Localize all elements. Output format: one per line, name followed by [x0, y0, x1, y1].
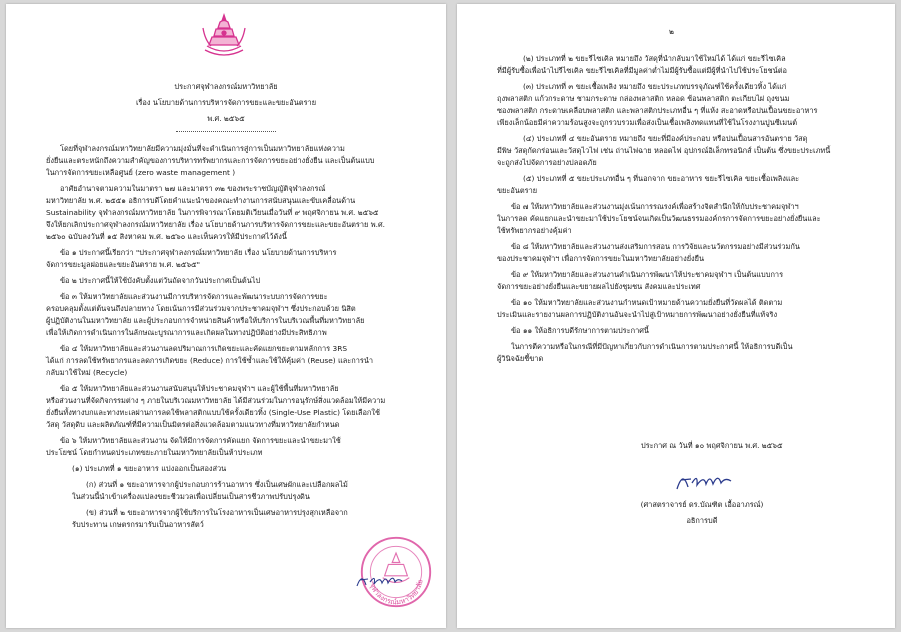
body-line: ข้อ ๑๑ ให้อธิการบดีรักษาการตามประกาศนี้	[511, 326, 649, 335]
header-divider	[176, 131, 276, 132]
announcement-year: พ.ศ. ๒๕๖๕	[207, 114, 245, 123]
body-line: ข้อ ๑๐ ให้มหาวิทยาลัยและส่วนงานกำหนดเป้าหมายด้านความยั่งยืนที่วัดผลได้ ติดตาม	[511, 298, 783, 307]
body-line: Sustainability จุฬาลงกรณ์มหาวิทยาลัย ในการพิจารณาโดยมติเวียนเมื่อวันที่ ๙ พฤศจิกายน พ.ศ. ๒๕๖๕	[46, 208, 379, 217]
body-line: ข้อ ๙ ให้มหาวิทยาลัยและส่วนงานดำเนินการพัฒนาให้ประชาคมจุฬาฯ เป็นต้นแบบการ	[511, 270, 784, 279]
body-line: ของประชาคมจุฬาฯ เพื่อการจัดการขยะในมหาวิทยาลัยอย่างยั่งยืน	[497, 254, 705, 263]
body-line: เพียงเล็กน้อยมีค่าความร้อนสูงจะถูกรวบรวมเพื่อส่งเป็นเชื้อเพลิงทดแทนที่ใช้ในโรงงานปูนซีเมนต์	[497, 118, 798, 127]
signer-title: อธิการบดี	[686, 516, 718, 525]
stamp-text: จุฬาลงกรณ์มหาวิทยาลัย	[368, 578, 425, 607]
body-line: ข้อ ๔ ให้มหาวิทยาลัยและส่วนงานลดปริมาณการเกิดขยะและคัดแยกขยะตามหลักการ 3RS	[60, 344, 348, 353]
announcement-subject: เรื่อง นโยบายด้านการบริหารจัดการขยะและขยะอันตราย	[135, 98, 317, 107]
body-line: รับประทาน เกษตรกรมารับเป็นอาหารสัตว์	[72, 520, 204, 529]
body-line: ข้อ ๕ ให้มหาวิทยาลัยและส่วนงานสนับสนุนให้ประชาคมจุฬาฯ และผู้ใช้พื้นที่มหาวิทยาลัย	[60, 384, 339, 393]
body-line: จะถูกส่งไปจัดการอย่างปลอดภัย	[497, 158, 597, 167]
body-line: ประเมินและรายงานผลการปฏิบัติงานอันจะนำไปสู่เป้าหมายการพัฒนาอย่างยั่งยืนที่แท้จริง	[497, 310, 778, 319]
body-line: อาศัยอำนาจตามความในมาตรา ๒๗ และมาตรา ๓๒ ของพระราชบัญญัติจุฬาลงกรณ์	[60, 184, 326, 193]
body-line: ได้แก่ การลดใช้ทรัพยากรและลดการเกิดขยะ (Reduce) การใช้ซ้ำและใช้ให้คุ้มค่า (Reuse) และการนำ	[46, 356, 374, 365]
body-line: จึงให้ยกเลิกประกาศจุฬาลงกรณ์มหาวิทยาลัย เรื่อง นโยบายด้านการบริหารจัดการขยะและขยะอันตราย พ.ศ.	[46, 220, 385, 229]
body-line: ใช้ทรัพยากรอย่างคุ้มค่า	[497, 226, 572, 235]
university-emblem-icon	[201, 12, 247, 60]
announcement-date: ประกาศ ณ วันที่ ๑๐ พฤศจิกายน พ.ศ. ๒๕๖๕	[641, 441, 783, 450]
body-line: จัดการขยะมูลฝอยและขยะอันตราย พ.ศ. ๒๕๖๕"	[46, 260, 201, 269]
body-line: ในการตีความหรือในกรณีที่มีปัญหาเกี่ยวกับการดำเนินการตามประกาศนี้ ให้อธิการบดีเป็น	[511, 342, 793, 351]
body-line: ขยะอันตราย	[497, 186, 538, 195]
body-line: ผู้วินิจฉัยชี้ขาด	[497, 354, 544, 363]
body-line: โดยที่จุฬาลงกรณ์มหาวิทยาลัยมีความมุ่งมั่นที่จะดำเนินการสู่การเป็นมหาวิทยาลัยแห่งความ	[60, 144, 345, 153]
body-line: มีพิษ วัสดุกัดกร่อนและวัสดุไวไฟ เช่น ถ่านไฟฉาย หลอดไฟ อุปกรณ์อิเล็กทรอนิกส์ เป็นต้น ซึ่งขยะประเภทนี้	[497, 146, 831, 155]
body-line: ข้อ ๘ ให้มหาวิทยาลัยและส่วนงานส่งเสริมการสอน การวิจัยและนวัตกรรมอย่างมีส่วนร่วมกัน	[511, 242, 800, 251]
body-line: (๕) ประเภทที่ ๕ ขยะประเภทอื่น ๆ ที่นอกจาก ขยะอาหาร ขยะรีไซเคิล ขยะเชื้อเพลิงและ	[523, 174, 800, 183]
document-page-1	[6, 4, 446, 628]
body-line: ๒๕๖๐ ฉบับลงวันที่ ๑๕ สิงหาคม พ.ศ. ๒๕๖๐ และเห็นควรให้มีประกาศไว้ดังนี้	[46, 232, 287, 241]
body-line: ในการลด คัดแยกและนำขยะมาใช้ประโยชน์จนเกิดเป็นวัฒนธรรมองค์กรการจัดการขยะอย่างยั่งยืนและ	[497, 214, 821, 223]
body-line: วัสดุ วัสดุดิบ และผลิตภัณฑ์ที่มีความเป็นมิตรต่อสิ่งแวดล้อมตามแนวทางที่มหาวิทยาลัยกำหนด	[46, 420, 340, 429]
announcement-title: ประกาศจุฬาลงกรณ์มหาวิทยาลัย	[174, 82, 278, 91]
body-line: (๑) ประเภทที่ ๑ ขยะอาหาร แบ่งออกเป็นสองส่วน	[72, 464, 227, 473]
body-line: ครอบคลุมตั้งแต่ต้นจนถึงปลายทาง โดยเน้นการมีส่วนร่วมจากประชาคมจุฬาฯ ซึ่งประกอบด้วย นิสิต	[46, 304, 356, 313]
body-line: (ก) ส่วนที่ ๑ ขยะอาหารจากผู้ประกอบการร้านอาหาร ซึ่งเป็นเศษผักและเปลือกผลไม้	[86, 480, 348, 489]
document-page-2	[457, 4, 895, 628]
body-line: (ข) ส่วนที่ ๒ ขยะอาหารจากผู้ใช้บริการในโรงอาหารเป็นเศษอาหารปรุงสุกเหลือจาก	[86, 508, 348, 517]
body-line: ยั่งยืนและตระหนักถึงความสำคัญของการบริหารทรัพยากรและการจัดการขยะอย่างยั่งยืน และเป็นต้นแบบ	[46, 156, 375, 165]
body-line: (๔) ประเภทที่ ๔ ขยะอันตราย หมายถึง ขยะที่มีองค์ประกอบ หรือปนเปื้อนสารอันตราย วัสดุ	[523, 134, 808, 143]
body-line: ข้อ ๖ ให้มหาวิทยาลัยและส่วนงาน จัดให้มีการจัดการคัดแยก จัดการขยะและนำขยะมาใช้	[60, 436, 341, 445]
body-line: ถุงพลาสติก แก้วกระดาษ ชามกระดาษ กล่องพลาสติก หลอด ช้อนพลาสติก ตะเกียบไผ่ ถุงขนม	[497, 94, 790, 103]
rector-signature	[673, 467, 735, 493]
signature-initial	[354, 570, 404, 590]
body-line: ในการจัดการขยะเหลือศูนย์ (zero waste management )	[46, 168, 236, 177]
body-line: กลับมาใช้ใหม่ (Recycle)	[46, 368, 128, 377]
body-line: เพื่อให้เกิดการดำเนินการในลักษณะบูรณาการและเกิดผลในทางปฏิบัติอย่างมีประสิทธิภาพ	[46, 328, 327, 337]
body-line: ที่มีผู้รับซื้อเพื่อนำไปรีไซเคิล ขยะรีไซเคิลที่มีมูลค่าต่ำไม่มีผู้รับซื้อแต่มีผู้ที่นำไปใช้ประโยชน์ต่อ	[497, 66, 787, 75]
page-number: ๒	[669, 27, 674, 36]
signer-name: (ศาสตราจารย์ ดร.บัณฑิต เอื้ออาภรณ์)	[640, 500, 764, 509]
body-line: จัดการขยะอย่างยั่งยืนและขยายผลไปยังชุมชน สังคมและประเทศ	[497, 282, 701, 291]
body-line: ซองพลาสติก กระดาษเคลือบพลาสติก และพลาสติกประเภทอื่น ๆ ที่แห้ง สะอาดหรือปนเปื้อนขยะอาหาร	[497, 106, 818, 115]
body-line: มหาวิทยาลัย พ.ศ. ๒๕๕๑ อธิการบดีโดยคำแนะนำของคณะทำงานการสนับสนุนและขับเคลื่อนด้าน	[46, 196, 356, 205]
body-line: ข้อ ๗ ให้มหาวิทยาลัยและส่วนงานมุ่งเน้นการรณรงค์เพื่อสร้างจิตสำนึกให้กับประชาคมจุฬาฯ	[511, 202, 799, 211]
body-line: ในส่วนนี้นำเข้าเครื่องแปลงขยะชีวมวลเพื่อเปลี่ยนเป็นสารชีวภาพปรับปรุงดิน	[72, 492, 310, 501]
body-line: ข้อ ๓ ให้มหาวิทยาลัยและส่วนงานมีการบริหารจัดการและพัฒนาระบบการจัดการขยะ	[60, 292, 328, 301]
body-line: ประโยชน์ โดยกำหนดประเภทขยะภายในมหาวิทยาลัยเป็นห้าประเภท	[46, 448, 263, 457]
body-line: หรือส่วนงานที่จัดกิจกรรมต่าง ๆ ภายในบริเวณมหาวิทยาลัย ได้มีส่วนร่วมในการอนุรักษ์สิ่งแวดล้อมให้มีความ	[46, 396, 386, 405]
body-line: (๓) ประเภทที่ ๓ ขยะเชื้อเพลิง หมายถึง ขยะประเภทบรรจุภัณฑ์ใช้ครั้งเดียวทิ้ง ได้แก่	[523, 82, 787, 91]
body-line: ข้อ ๑ ประกาศนี้เรียกว่า "ประกาศจุฬาลงกรณ์มหาวิทยาลัย เรื่อง นโยบายด้านการบริหาร	[60, 248, 337, 257]
body-line: ยั่งยืนทั้งทางบกและทางทะเลผ่านการลดใช้พลาสติกแบบใช้ครั้งเดียวทิ้ง (Single-Use Plastic) โดยเลือกใช้	[46, 408, 380, 417]
body-line: ผู้ปฏิบัติงานในมหาวิทยาลัย และผู้ประกอบการจำหน่ายสินค้าหรือให้บริการในบริเวณพื้นที่มหาวิทยาลัย	[46, 316, 365, 325]
body-line: ข้อ ๒ ประกาศนี้ให้ใช้บังคับตั้งแต่วันถัดจากวันประกาศเป็นต้นไป	[60, 276, 261, 285]
body-line: (๒) ประเภทที่ ๒ ขยะรีไซเคิล หมายถึง วัสดุที่นำกลับมาใช้ใหม่ได้ ได้แก่ ขยะรีไซเคิล	[523, 54, 786, 63]
